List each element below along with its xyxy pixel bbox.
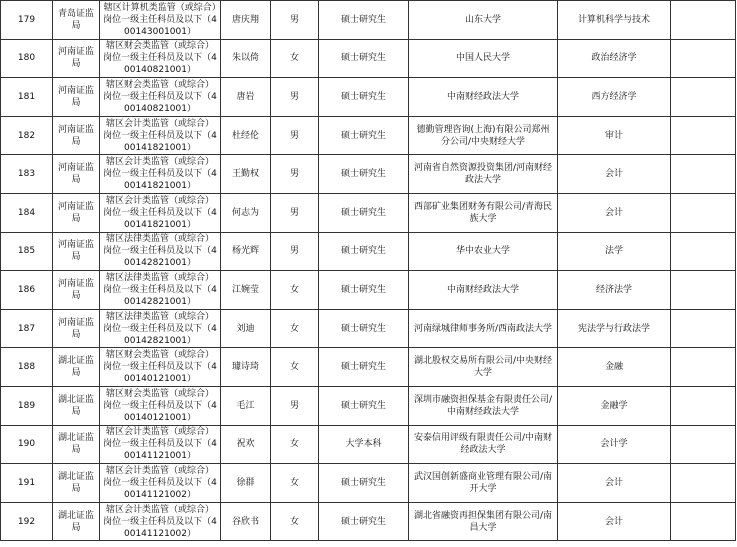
cell-empty	[671, 78, 736, 117]
cell-empty	[671, 425, 736, 464]
cell-gender: 女	[271, 348, 319, 387]
cell-major: 经济法学	[558, 271, 671, 310]
cell-education: 硕士研究生	[319, 155, 409, 194]
cell-school: 河南绿城律师事务所/西南政法大学	[409, 309, 558, 348]
cell-school: 武汉国创新盛商业管理有限公司/南开大学	[409, 464, 558, 503]
table-row	[1, 1, 736, 40]
cell-name: 刘迪	[221, 309, 271, 348]
cell-gender: 女	[271, 425, 319, 464]
cell-major: 会计	[558, 155, 671, 194]
cell-school: 中南财经政法大学	[409, 78, 558, 117]
cell-education: 硕士研究生	[319, 1, 409, 40]
cell-number: 187	[1, 309, 53, 348]
cell-school: 山东大学	[409, 1, 558, 40]
cell-gender: 男	[271, 193, 319, 232]
cell-number: 189	[1, 386, 53, 425]
table-row	[1, 348, 736, 387]
cell-unit: 青岛证监局	[53, 1, 100, 40]
cell-number: 185	[1, 232, 53, 271]
cell-empty	[671, 155, 736, 194]
cell-school: 华中农业大学	[409, 232, 558, 271]
cell-position: 辖区会计类监管（或综合）岗位一级主任科员及以下（400141121001）	[100, 425, 221, 464]
cell-school: 深圳市融资担保基金有限责任公司/中南财经政法大学	[409, 386, 558, 425]
cell-unit: 湖北证监局	[53, 502, 100, 541]
cell-empty	[671, 271, 736, 310]
cell-school: 安泰信用评级有限责任公司/中南财经政法大学	[409, 425, 558, 464]
cell-position: 辖区法律类监管（或综合）岗位一级主任科员及以下（400142821001）	[100, 309, 221, 348]
cell-unit: 河南证监局	[53, 116, 100, 155]
table-row	[1, 232, 736, 271]
cell-empty	[671, 232, 736, 271]
cell-gender: 男	[271, 116, 319, 155]
cell-empty	[671, 39, 736, 78]
cell-education: 硕士研究生	[319, 464, 409, 503]
cell-position: 辖区法律类监管（或综合）岗位一级主任科员及以下（400142821001）	[100, 232, 221, 271]
cell-education: 硕士研究生	[319, 232, 409, 271]
cell-gender: 男	[271, 78, 319, 117]
cell-name: 杨光辉	[221, 232, 271, 271]
cell-major: 金融	[558, 348, 671, 387]
cell-unit: 河南证监局	[53, 78, 100, 117]
cell-number: 191	[1, 464, 53, 503]
cell-education: 大学本科	[319, 425, 409, 464]
cell-empty	[671, 464, 736, 503]
cell-education: 硕士研究生	[319, 78, 409, 117]
table-row	[1, 425, 736, 464]
cell-gender: 男	[271, 1, 319, 40]
cell-position: 辖区会计类监管（或综合）岗位一级主任科员及以下（400141821001）	[100, 116, 221, 155]
cell-school: 湖北股权交易所有限公司/中央财经大学	[409, 348, 558, 387]
cell-unit: 湖北证监局	[53, 464, 100, 503]
cell-position: 辖区会计类监管（或综合）岗位一级主任科员及以下（400141821001）	[100, 193, 221, 232]
cell-position: 辖区会计类监管（或综合）岗位一级主任科员及以下（400141121002）	[100, 502, 221, 541]
cell-education: 硕士研究生	[319, 116, 409, 155]
cell-gender: 男	[271, 386, 319, 425]
cell-position: 辖区会计类监管（或综合）岗位一级主任科员及以下（400141821001）	[100, 155, 221, 194]
cell-major: 法学	[558, 232, 671, 271]
table-row	[1, 502, 736, 541]
cell-unit: 河南证监局	[53, 155, 100, 194]
cell-number: 190	[1, 425, 53, 464]
cell-education: 硕士研究生	[319, 309, 409, 348]
table-row	[1, 271, 736, 310]
cell-school: 西部矿业集团财务有限公司/青海民族大学	[409, 193, 558, 232]
cell-school: 中国人民大学	[409, 39, 558, 78]
cell-school: 湖北省融资再担保集团有限公司/南昌大学	[409, 502, 558, 541]
cell-education: 硕士研究生	[319, 193, 409, 232]
cell-major: 宪法学与行政法学	[558, 309, 671, 348]
cell-major: 政治经济学	[558, 39, 671, 78]
cell-number: 181	[1, 78, 53, 117]
cell-major: 会计	[558, 464, 671, 503]
cell-name: 杜经伦	[221, 116, 271, 155]
cell-position: 辖区计算机类监管（或综合）岗位一级主任科员及以下（400143001001）	[100, 1, 221, 40]
cell-position: 辖区财会类监管（或综合）岗位一级主任科员及以下（400140821001）	[100, 78, 221, 117]
table-row	[1, 193, 736, 232]
cell-number: 186	[1, 271, 53, 310]
cell-position: 辖区财会类监管（或综合）岗位一级主任科员及以下（400140121001）	[100, 348, 221, 387]
cell-major: 审计	[558, 116, 671, 155]
cell-number: 180	[1, 39, 53, 78]
cell-name: 何志为	[221, 193, 271, 232]
cell-number: 188	[1, 348, 53, 387]
cell-school: 中南财经政法大学	[409, 271, 558, 310]
cell-number: 192	[1, 502, 53, 541]
table-row	[1, 386, 736, 425]
cell-name: 祝欢	[221, 425, 271, 464]
cell-education: 硕士研究生	[319, 39, 409, 78]
cell-name: 王勤权	[221, 155, 271, 194]
cell-gender: 女	[271, 502, 319, 541]
cell-education: 硕士研究生	[319, 348, 409, 387]
cell-name: 璩诗琦	[221, 348, 271, 387]
cell-unit: 河南证监局	[53, 271, 100, 310]
cell-empty	[671, 309, 736, 348]
cell-empty	[671, 1, 736, 40]
cell-name: 徐群	[221, 464, 271, 503]
cell-position: 辖区财会类监管（或综合）岗位一级主任科员及以下（400140121001）	[100, 386, 221, 425]
cell-empty	[671, 116, 736, 155]
cell-name: 毛江	[221, 386, 271, 425]
cell-name: 江婉莹	[221, 271, 271, 310]
cell-unit: 河南证监局	[53, 193, 100, 232]
cell-education: 硕士研究生	[319, 271, 409, 310]
cell-major: 会计	[558, 502, 671, 541]
cell-major: 计算机科学与技术	[558, 1, 671, 40]
cell-position: 辖区财会类监管（或综合）岗位一级主任科员及以下（400140821001）	[100, 39, 221, 78]
cell-gender: 女	[271, 271, 319, 310]
cell-number: 182	[1, 116, 53, 155]
cell-position: 辖区会计类监管（或综合）岗位一级主任科员及以下（400141121002）	[100, 464, 221, 503]
cell-empty	[671, 386, 736, 425]
cell-unit: 湖北证监局	[53, 348, 100, 387]
cell-major: 金融学	[558, 386, 671, 425]
cell-education: 硕士研究生	[319, 502, 409, 541]
cell-empty	[671, 193, 736, 232]
cell-gender: 女	[271, 39, 319, 78]
cell-name: 谷欣书	[221, 502, 271, 541]
table-row	[1, 116, 736, 155]
cell-number: 179	[1, 1, 53, 40]
table-row	[1, 309, 736, 348]
table-row	[1, 155, 736, 194]
cell-major: 会计	[558, 193, 671, 232]
cell-unit: 湖北证监局	[53, 425, 100, 464]
cell-empty	[671, 502, 736, 541]
cell-number: 184	[1, 193, 53, 232]
table-row	[1, 39, 736, 78]
cell-unit: 湖北证监局	[53, 386, 100, 425]
table-row	[1, 78, 736, 117]
cell-position: 辖区法律类监管（或综合）岗位一级主任科员及以下（400142821001）	[100, 271, 221, 310]
cell-major: 会计学	[558, 425, 671, 464]
cell-gender: 女	[271, 309, 319, 348]
table-row	[1, 464, 736, 503]
cell-education: 硕士研究生	[319, 386, 409, 425]
cell-school: 德勤管理咨询(上海)有限公司郑州分公司/中央财经大学	[409, 116, 558, 155]
cell-gender: 男	[271, 155, 319, 194]
cell-name: 朱以倚	[221, 39, 271, 78]
cell-name: 唐庆翔	[221, 1, 271, 40]
cell-school: 河南省自然资源投资集团/河南财经政法大学	[409, 155, 558, 194]
cell-gender: 男	[271, 232, 319, 271]
cell-major: 西方经济学	[558, 78, 671, 117]
cell-unit: 河南证监局	[53, 232, 100, 271]
cell-number: 183	[1, 155, 53, 194]
cell-gender: 女	[271, 464, 319, 503]
cell-unit: 河南证监局	[53, 309, 100, 348]
cell-name: 唐岩	[221, 78, 271, 117]
cell-unit: 河南证监局	[53, 39, 100, 78]
cell-empty	[671, 348, 736, 387]
